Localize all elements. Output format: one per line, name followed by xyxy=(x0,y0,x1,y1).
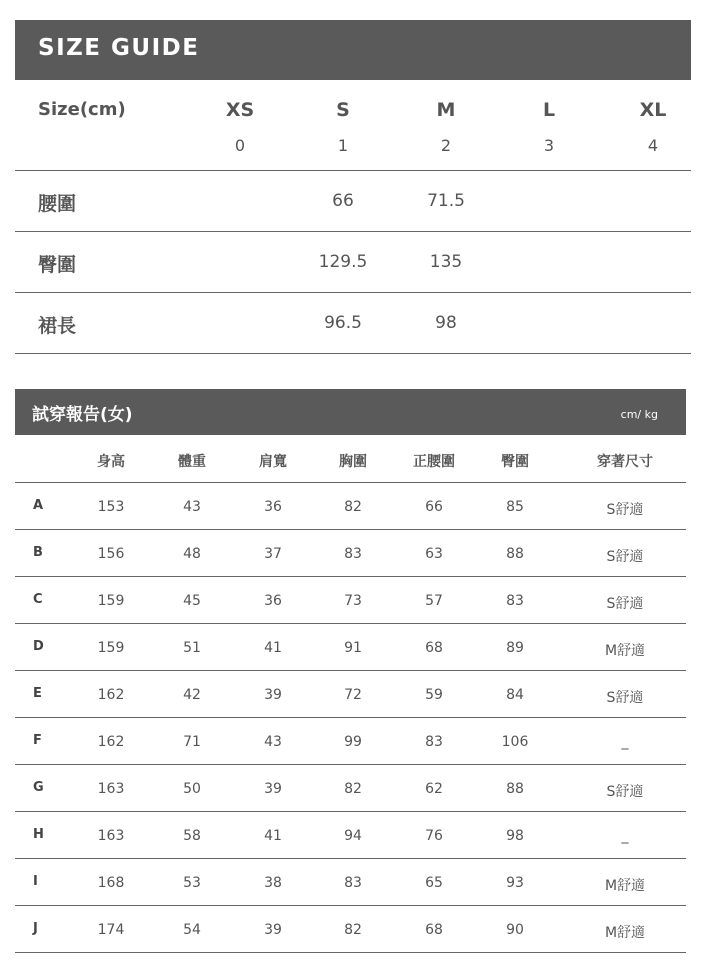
table-cell: 41 xyxy=(264,828,282,844)
table-cell: 42 xyxy=(183,687,201,703)
table-cell: 85 xyxy=(506,499,524,515)
size-m: M xyxy=(436,99,456,121)
table-cell: 39 xyxy=(264,687,282,703)
column-header: 胸圍 xyxy=(339,454,367,470)
column-header: 肩寬 xyxy=(259,454,287,470)
row-label: 腰圍 xyxy=(38,193,77,215)
table-cell: 66 xyxy=(425,499,443,515)
fitting-report-title: 試穿報告(女) xyxy=(32,405,133,425)
table-row xyxy=(15,577,686,624)
table-cell: 90 xyxy=(506,922,524,938)
row-id: A xyxy=(33,498,44,513)
table-cell: M舒適 xyxy=(604,925,646,941)
size-l: L xyxy=(542,99,556,121)
row-id: J xyxy=(33,921,38,936)
table-row xyxy=(15,859,686,906)
table-cell: 153 xyxy=(97,499,125,515)
row-id: I xyxy=(33,874,38,889)
table-cell: 39 xyxy=(264,781,282,797)
cell-value: 96.5 xyxy=(324,313,362,333)
size-xl: XL xyxy=(639,99,667,121)
table-cell: 156 xyxy=(97,546,125,562)
table-cell: 174 xyxy=(97,922,125,938)
table-cell: 82 xyxy=(344,781,362,797)
table-cell: 41 xyxy=(264,640,282,656)
table-cell: 71 xyxy=(183,734,201,750)
table-cell: 88 xyxy=(506,546,524,562)
size-xs: XS xyxy=(225,99,255,121)
row-id: E xyxy=(33,686,42,701)
row-id: H xyxy=(33,827,44,842)
table-cell: S舒適 xyxy=(606,502,644,518)
size-guide-header xyxy=(15,20,691,80)
size-guide-header-row xyxy=(15,80,691,171)
table-cell: 162 xyxy=(97,687,125,703)
table-cell: 76 xyxy=(425,828,443,844)
column-header: 體重 xyxy=(178,454,206,470)
table-cell: 57 xyxy=(425,593,443,609)
table-cell: 58 xyxy=(183,828,201,844)
fitting-report-table xyxy=(15,435,686,953)
size-row-hip xyxy=(15,232,691,293)
table-cell: 39 xyxy=(264,922,282,938)
table-cell: 73 xyxy=(344,593,362,609)
size-number-4: 4 xyxy=(647,136,659,155)
table-cell: 37 xyxy=(264,546,282,562)
table-cell: 163 xyxy=(97,828,125,844)
table-cell: 98 xyxy=(506,828,524,844)
table-cell: 59 xyxy=(425,687,443,703)
table-cell: 162 xyxy=(97,734,125,750)
table-cell: 62 xyxy=(425,781,443,797)
row-id: B xyxy=(33,545,43,560)
table-row xyxy=(15,812,686,859)
table-cell: 48 xyxy=(183,546,201,562)
table-cell: _ xyxy=(621,734,629,750)
table-row xyxy=(15,624,686,671)
table-cell: 63 xyxy=(425,546,443,562)
table-cell: 83 xyxy=(344,875,362,891)
table-cell: M舒適 xyxy=(604,878,646,894)
table-cell: 84 xyxy=(506,687,524,703)
table-cell: 68 xyxy=(425,640,443,656)
column-header: 臀圍 xyxy=(501,454,529,470)
table-cell: 159 xyxy=(97,593,125,609)
size-row-skirt-length xyxy=(15,293,691,354)
table-cell: S舒適 xyxy=(606,690,644,706)
size-label: Size(cm) xyxy=(38,99,126,120)
table-cell: 91 xyxy=(344,640,362,656)
table-cell: 159 xyxy=(97,640,125,656)
fitting-report-header xyxy=(15,389,686,435)
table-row xyxy=(15,671,686,718)
size-guide-table xyxy=(15,80,691,354)
size-guide-title: SIZE GUIDE xyxy=(38,35,200,61)
table-cell: _ xyxy=(621,828,629,844)
table-cell: 50 xyxy=(183,781,201,797)
table-cell: 168 xyxy=(97,875,125,891)
table-cell: 106 xyxy=(501,734,529,750)
table-row xyxy=(15,718,686,765)
table-row xyxy=(15,906,686,953)
unit-label: cm/ kg xyxy=(620,408,658,421)
table-cell: S舒適 xyxy=(606,596,644,612)
table-cell: 83 xyxy=(506,593,524,609)
table-cell: 65 xyxy=(425,875,443,891)
row-id: G xyxy=(33,780,44,795)
column-header: 穿著尺寸 xyxy=(597,454,653,470)
report-header-row xyxy=(15,435,686,483)
size-number-1: 1 xyxy=(337,136,349,155)
size-row-waist xyxy=(15,171,691,232)
table-cell: S舒適 xyxy=(606,784,644,800)
row-id: D xyxy=(33,639,44,654)
column-header: 身高 xyxy=(97,454,125,470)
table-cell: 83 xyxy=(425,734,443,750)
cell-value: 129.5 xyxy=(318,252,368,272)
table-cell: 54 xyxy=(183,922,201,938)
cell-value: 66 xyxy=(332,191,354,211)
table-cell: 45 xyxy=(183,593,201,609)
table-cell: 82 xyxy=(344,499,362,515)
table-cell: 88 xyxy=(506,781,524,797)
table-cell: 68 xyxy=(425,922,443,938)
table-row xyxy=(15,765,686,812)
table-row xyxy=(15,483,686,530)
cell-value: 71.5 xyxy=(427,191,465,211)
size-number-3: 3 xyxy=(543,136,555,155)
table-cell: 89 xyxy=(506,640,524,656)
cell-value: 98 xyxy=(435,313,457,333)
table-cell: 83 xyxy=(344,546,362,562)
size-number-2: 2 xyxy=(440,136,452,155)
table-cell: 51 xyxy=(183,640,201,656)
cell-value: 135 xyxy=(429,252,463,272)
row-id: F xyxy=(33,733,42,748)
column-header: 正腰圍 xyxy=(413,454,455,470)
row-label: 臀圍 xyxy=(38,254,77,276)
table-cell: 53 xyxy=(183,875,201,891)
table-cell: S舒適 xyxy=(606,549,644,565)
table-cell: 43 xyxy=(264,734,282,750)
table-cell: 43 xyxy=(183,499,201,515)
row-id: C xyxy=(33,592,43,607)
table-cell: 72 xyxy=(344,687,362,703)
table-cell: 36 xyxy=(264,499,282,515)
row-label: 裙長 xyxy=(38,315,77,337)
size-number-0: 0 xyxy=(234,136,246,155)
table-cell: 36 xyxy=(264,593,282,609)
table-cell: 38 xyxy=(264,875,282,891)
table-cell: 93 xyxy=(506,875,524,891)
size-s: S xyxy=(336,99,350,121)
table-cell: 99 xyxy=(344,734,362,750)
table-cell: 82 xyxy=(344,922,362,938)
table-cell: M舒適 xyxy=(604,643,646,659)
table-cell: 163 xyxy=(97,781,125,797)
table-cell: 94 xyxy=(344,828,362,844)
table-row xyxy=(15,530,686,577)
